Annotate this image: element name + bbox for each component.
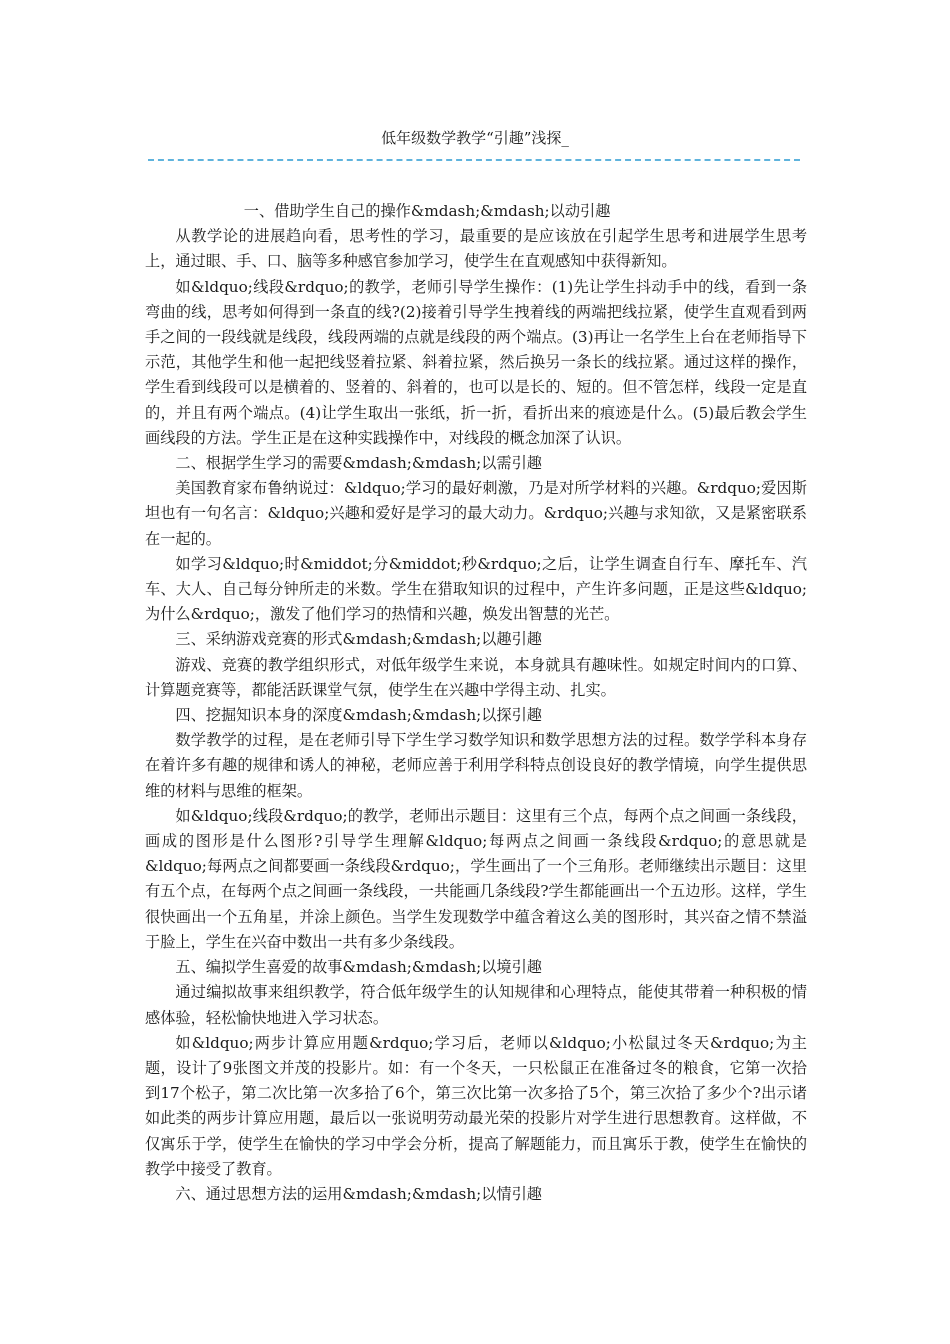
title-divider — [148, 159, 800, 161]
paragraph: 游戏、竞赛的教学组织形式，对低年级学生来说，本身就具有趣味性。如规定时间内的口算、计算题竞赛等，都能活跃课堂气氛，使学生在兴趣中学得主动、扎实。 — [145, 655, 807, 699]
section-heading-3: 三、采纳游戏竞赛的形式&mdash;&mdash;以趣引趣 — [175, 630, 542, 649]
paragraph: 美国教育家布鲁纳说过：&ldquo;学习的最好刺激，乃是对所学材料的兴趣。&rdquo;爱因斯坦也有一句名言：&ldquo;兴趣和爱好是学习的最大动力。&rdquo;兴趣与求知欲，又是紧密联系在一起的。 — [145, 479, 807, 548]
document-title: 低年级数学教学“引趣”浅探_ — [381, 129, 569, 147]
section-heading-1: 一、借助学生自己的操作&mdash;&mdash;以动引趣 — [243, 202, 611, 220]
paragraph: 如&ldquo;两步计算应用题&rdquo;学习后，老师以&ldquo;小松鼠过冬天&rdquo;为主题，设计了9张图文并茂的投影片。如：有一个冬天，一只松鼠正在准备过冬的粮食，它第一次拾到17个松子，第二次比第一次多拾了6个，第三次比第一次多拾了5个，第三次拾了多少个?出示诸如此类的两步计算应用题，最后以一张说明劳动最光荣的投影片对学生进行思想教育。这样做，不仅寓乐于学，使学生在愉快的学习中学会分析，提高了解题能力，而且寓乐于教，使学生在愉快的教学中接受了教育。 — [145, 1033, 807, 1178]
section-heading-4: 四、挖掘知识本身的深度&mdash;&mdash;以探引趣 — [175, 706, 542, 725]
paragraph: 数学教学的过程，是在老师引导下学生学习数学知识和数学思想方法的过程。数学学科本身存在着许多有趣的规律和诱人的神秘，老师应善于利用学科特点创设良好的教学情境，向学生提供思维的材料与思维的框架。 — [145, 731, 807, 800]
paragraph: 如&ldquo;线段&rdquo;的教学，老师出示题目：这里有三个点，每两个点之间画一条线段，画成的图形是什么图形?引导学生理解&ldquo;每两点之间画一条线段&rdquo;的意思就是&ldquo;每两点之间都要画一条线段&rdquo;，学生画出了一个三角形。老师继续出示题目：这里有五个点，在每两个点之间画一条线段，一共能画几条线段?学生都能画出一个五边形。这样，学生很快画出一个五角星，并涂上颜色。当学生发现数学中蕴含着这么美的图形时，其兴奋之情不禁溢于脸上，学生在兴奋中数出一共有多少条线段。 — [145, 806, 807, 951]
section-heading-5: 五、编拟学生喜爱的故事&mdash;&mdash;以境引趣 — [175, 958, 542, 977]
paragraph: 如学习&ldquo;时&middot;分&middot;秒&rdquo;之后，让学生调查自行车、摩托车、汽车、大人、自己每分钟所走的米数。学生在猎取知识的过程中，产生许多问题，正是这些&ldquo;为什么&rdquo;，激发了他们学习的热情和兴趣，焕发出智慧的光芒。 — [145, 554, 807, 624]
paragraph: 如&ldquo;线段&rdquo;的教学，老师引导学生操作：(1)先让学生抖动手中的线，看到一条弯曲的线，思考如何得到一条直的线?(2)接着引导学生拽着线的两端把线拉紧，使学生直观看到两手之间的一段线就是线段，线段两端的点就是线段的两个端点。(3)再让一名学生上台在老师指导下示范，其他学生和他一起把线竖着拉紧、斜着拉紧，然后换另一条长的线拉紧。通过这样的操作，学生看到线段可以是横着的、竖着的、斜着的，也可以是长的、短的。但不管怎样，线段一定是直的，并且有两个端点。(4)让学生取出一张纸，折一折，看折出来的痕迹是什么。(5)最后教会学生画线段的方法。学生正是在这种实践操作中，对线段的概念加深了认识。 — [145, 277, 807, 447]
section-heading-2: 二、根据学生学习的需要&mdash;&mdash;以需引趣 — [175, 454, 542, 473]
paragraph: 通过编拟故事来组织教学，符合低年级学生的认知规律和心理特点，能使其带着一种积极的情感体验，轻松愉快地进入学习状态。 — [145, 983, 807, 1027]
section-heading-6: 六、通过思想方法的运用&mdash;&mdash;以情引趣 — [175, 1184, 542, 1203]
document-body — [145, 199, 807, 1207]
paragraph: 从教学论的进展趋向看，思考性的学习，最重要的是应该放在引起学生思考和进展学生思考上，通过眼、手、口、脑等多种感官参加学习，使学生在直观感知中获得新知。 — [145, 227, 807, 271]
